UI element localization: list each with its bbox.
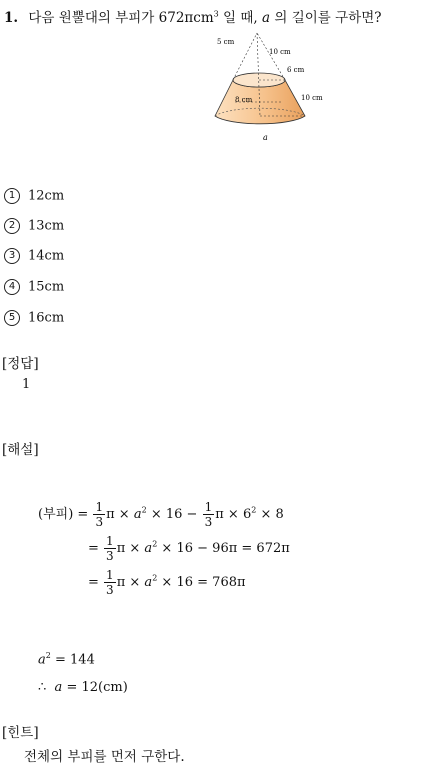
question-unit: cm <box>193 10 214 26</box>
option-1-mark: 1 <box>4 188 20 204</box>
frustum-figure <box>205 28 335 148</box>
frac-1: $\frac{1}{3}$ <box>95 500 104 529</box>
label-slant-top: 5 cm <box>217 38 235 46</box>
answer-label: [정답] <box>2 356 39 372</box>
question-text-end: 의 길이를 구하면? <box>274 10 382 26</box>
hint-text: 전체의 부피를 먼저 구한다. <box>24 749 185 765</box>
frac-2: $\frac{1}{3}$ <box>204 500 213 529</box>
solution-conclusion: ∴ a = 12(cm) <box>38 680 128 695</box>
answer-value: 1 <box>22 377 31 392</box>
option-3-mark: 3 <box>4 248 20 264</box>
label-height-top: 10 cm <box>269 48 291 56</box>
solution-lhs: (부피) = <box>38 507 89 522</box>
option-5-text: 16cm <box>28 310 65 326</box>
option-4-text: 15cm <box>28 279 65 295</box>
label-diameter-mid: 8 cm <box>235 96 253 104</box>
label-height-bottom: 10 cm <box>301 94 323 102</box>
option-3[interactable] <box>4 248 64 264</box>
solution-a-squared: $a^2 = 144$ <box>38 651 95 668</box>
solution-line-3: = $\frac{1}{3}$ $\pi \times a^2 \times 16 = 768\pi$ <box>88 568 246 597</box>
question-number: 1. <box>4 10 19 26</box>
label-top-radius: 6 cm <box>287 66 305 74</box>
question-text-after: 일 때, <box>223 10 258 26</box>
option-1-text: 12cm <box>28 188 65 204</box>
solution-line-2: = $\frac{1}{3}$ $\pi \times a^2 \times 16 - 96\pi = 672\pi$ <box>88 534 290 563</box>
question-text-before: 다음 원뿔대의 부피가 <box>28 10 155 26</box>
option-4[interactable] <box>4 279 64 295</box>
question-volume: 672π <box>158 10 194 26</box>
question-unit-exp: 3 <box>213 9 219 19</box>
option-2-mark: 2 <box>4 218 20 234</box>
option-3-text: 14cm <box>28 248 65 264</box>
question-text <box>4 6 381 26</box>
frac-3: $\frac{1}{3}$ <box>106 534 114 563</box>
option-1[interactable] <box>4 188 64 204</box>
label-a: a <box>263 133 268 142</box>
frac-4: $\frac{1}{3}$ <box>106 568 114 597</box>
option-2[interactable] <box>4 218 64 234</box>
option-2-text: 13cm <box>28 218 65 234</box>
option-5[interactable] <box>4 310 64 326</box>
question-var: a <box>262 10 271 26</box>
solution-line-1: (부피) = $\frac{1}{3}$ $\pi \times a^2 \times 16$ − $\frac{1}{3}$ $\pi \times 6^2 \times 8$ <box>38 500 284 529</box>
hint-label: [힌트] <box>2 725 39 741</box>
option-5-mark: 5 <box>4 310 20 326</box>
solution-label: [해설] <box>2 442 39 458</box>
option-4-mark: 4 <box>4 279 20 295</box>
